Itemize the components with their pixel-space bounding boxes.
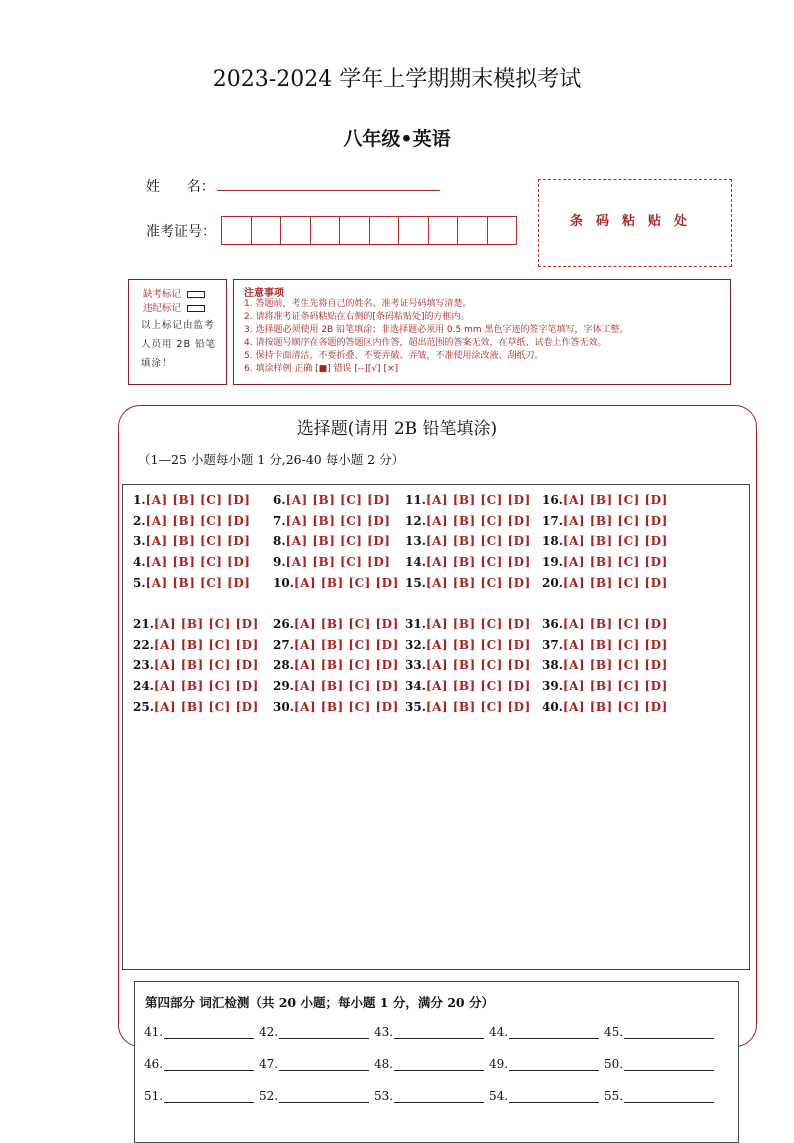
violation-mark-label: 违纪标记: [143, 303, 182, 314]
answer-options[interactable]: [A] [B] [C] [D]: [153, 617, 259, 631]
question-number: 32.: [405, 637, 426, 652]
vocab-number: 46.: [144, 1057, 164, 1071]
question-number: 11.: [405, 493, 426, 507]
mc-column: [273, 490, 399, 594]
mc-question-row[interactable]: [542, 697, 668, 718]
answer-options[interactable]: [A] [B] [C] [D]: [425, 575, 531, 590]
mc-question-row[interactable]: [133, 573, 250, 594]
mc-question-row[interactable]: [133, 490, 250, 511]
answer-options[interactable]: [A] [B] [C] [D]: [153, 658, 259, 673]
vocab-blank[interactable]: [164, 1026, 254, 1039]
answer-options[interactable]: [A] [B] [C] [D]: [425, 658, 531, 673]
violation-mark-rect[interactable]: [187, 305, 205, 312]
vocab-blank[interactable]: [509, 1058, 599, 1071]
mc-question-row[interactable]: [273, 676, 399, 697]
mc-question-row[interactable]: [133, 697, 259, 718]
absent-mark-box: [128, 279, 227, 385]
answer-options[interactable]: [A] [B] [C] [D]: [293, 679, 399, 694]
mc-question-row[interactable]: [405, 676, 531, 697]
question-number: 37.: [542, 637, 563, 652]
vocab-item[interactable]: [259, 1089, 374, 1103]
question-number: 4.: [133, 555, 146, 570]
mc-question-row[interactable]: [273, 511, 399, 532]
answer-options[interactable]: [A] [B] [C] [D]: [425, 534, 531, 549]
question-number: 28.: [273, 658, 294, 673]
vocab-item[interactable]: [259, 1057, 374, 1071]
answer-options[interactable]: [A] [B] [C] [D]: [293, 617, 399, 631]
mc-section-subtitle: （1—25 小题每小题 1 分,26-40 每小题 2 分）: [138, 452, 405, 467]
instructions-title: 注意事项: [244, 288, 284, 299]
id-digit-box[interactable]: [399, 217, 429, 244]
vocab-number: 53.: [374, 1089, 394, 1103]
vocab-number: 54.: [489, 1089, 509, 1103]
question-number: 16.: [542, 493, 563, 507]
answer-options[interactable]: [A] [B] [C] [D]: [293, 699, 399, 714]
mc-question-row[interactable]: [133, 531, 250, 552]
vocab-item[interactable]: [489, 1057, 604, 1071]
answer-options[interactable]: [A] [B] [C] [D]: [153, 679, 259, 694]
mc-column: [542, 490, 668, 594]
id-digit-box[interactable]: [458, 217, 488, 244]
vocab-row: [144, 1089, 719, 1103]
question-number: 2.: [133, 513, 146, 528]
vocab-blank[interactable]: [624, 1026, 714, 1039]
vocab-item[interactable]: [144, 1025, 259, 1039]
mc-question-row[interactable]: [133, 676, 259, 697]
mc-question-row[interactable]: [542, 655, 668, 676]
question-number: 33.: [405, 658, 426, 673]
instruction-item: 6. 填涂样例 正确 [■] 错误 [--][√] [×]: [244, 364, 399, 374]
mc-question-row[interactable]: [133, 655, 259, 676]
instruction-item: 1. 答题前，考生先将自己的姓名、准考证号码填写清楚。: [244, 299, 472, 309]
answer-options[interactable]: [A] [B] [C] [D]: [562, 617, 668, 631]
answer-options[interactable]: [A] [B] [C] [D]: [562, 658, 668, 673]
question-number: 38.: [542, 658, 563, 673]
question-number: 20.: [542, 575, 563, 590]
question-number: 3.: [133, 534, 146, 549]
violation-mark-row[interactable]: [143, 300, 205, 314]
question-number: 39.: [542, 679, 563, 694]
mc-question-row[interactable]: [405, 655, 531, 676]
mc-section-title: 选择题(请用 2B 铅笔填涂): [296, 419, 498, 439]
answer-options[interactable]: [A] [B] [C] [D]: [562, 534, 668, 549]
answer-options[interactable]: [A] [B] [C] [D]: [285, 513, 391, 528]
mc-question-row[interactable]: [405, 531, 531, 552]
mc-question-row[interactable]: [542, 531, 668, 552]
vocab-item[interactable]: [374, 1089, 489, 1103]
vocab-number: 43.: [374, 1025, 394, 1039]
question-number: 7.: [273, 513, 286, 528]
instructions-box: [233, 279, 731, 385]
mc-question-row[interactable]: [542, 614, 668, 635]
answer-options[interactable]: [A] [B] [C] [D]: [562, 575, 668, 590]
vocab-item[interactable]: [604, 1089, 719, 1103]
vocab-item[interactable]: [374, 1057, 489, 1071]
answer-options[interactable]: [A] [B] [C] [D]: [145, 575, 251, 590]
question-number: 14.: [405, 555, 426, 570]
mc-column: [133, 490, 250, 594]
id-digit-box[interactable]: [252, 217, 282, 244]
vocab-number: 48.: [374, 1057, 394, 1071]
id-digit-box[interactable]: [488, 217, 517, 244]
vocab-blank[interactable]: [624, 1058, 714, 1071]
answer-options[interactable]: [A] [B] [C] [D]: [145, 513, 251, 528]
question-number: 35.: [405, 699, 426, 714]
vocab-row: [144, 1057, 719, 1071]
mc-column: [405, 614, 531, 718]
question-number: 8.: [273, 534, 286, 549]
vocab-number: 51.: [144, 1089, 164, 1103]
vocab-number: 41.: [144, 1025, 164, 1039]
question-number: 30.: [273, 699, 294, 714]
vocab-blank[interactable]: [279, 1026, 369, 1039]
vocab-blank[interactable]: [394, 1026, 484, 1039]
vocab-row: [144, 1025, 719, 1039]
question-number: 31.: [405, 617, 426, 631]
answer-options[interactable]: [A] [B] [C] [D]: [145, 555, 251, 570]
absent-mark-row[interactable]: [143, 286, 205, 300]
mc-question-row[interactable]: [542, 635, 668, 656]
question-number: 24.: [133, 679, 154, 694]
vocab-number: 52.: [259, 1089, 279, 1103]
mc-question-row[interactable]: [273, 573, 399, 594]
mc-question-row[interactable]: [405, 573, 531, 594]
id-digit-box[interactable]: [429, 217, 459, 244]
vocab-blank[interactable]: [279, 1058, 369, 1071]
answer-options[interactable]: [A] [B] [C] [D]: [562, 493, 668, 507]
question-number: 10.: [273, 575, 294, 590]
answer-options[interactable]: [A] [B] [C] [D]: [562, 555, 668, 570]
mc-question-row[interactable]: [133, 552, 250, 573]
mc-question-row[interactable]: [405, 614, 531, 635]
mc-question-row[interactable]: [542, 490, 668, 511]
mc-question-row[interactable]: [405, 552, 531, 573]
answer-options[interactable]: [A] [B] [C] [D]: [425, 493, 531, 507]
vocab-item[interactable]: [604, 1025, 719, 1039]
question-number: 21.: [133, 617, 154, 631]
answer-options[interactable]: [A] [B] [C] [D]: [562, 699, 668, 714]
vocab-blank[interactable]: [279, 1090, 369, 1103]
answer-options[interactable]: [A] [B] [C] [D]: [562, 637, 668, 652]
instruction-item: 3. 选择题必须使用 2B 铅笔填涂；非选择题必须用 0.5 mm 黑色字迹的签字笔填写，字体工整。: [244, 325, 629, 335]
vocab-item[interactable]: [489, 1089, 604, 1103]
question-number: 9.: [273, 555, 286, 570]
vocab-blank[interactable]: [509, 1090, 599, 1103]
vocab-number: 49.: [489, 1057, 509, 1071]
absent-mark-label: 缺考标记: [143, 289, 182, 300]
barcode-label: 条码粘贴处: [569, 214, 700, 229]
mc-question-row[interactable]: [133, 614, 259, 635]
exam-title: 2023-2024 学年上学期期末模拟考试: [212, 67, 582, 92]
question-number: 5.: [133, 575, 146, 590]
id-number-boxes[interactable]: [221, 216, 517, 245]
mc-question-row[interactable]: [405, 490, 531, 511]
vocab-number: 50.: [604, 1057, 624, 1071]
instruction-item: 5. 保持卡面清洁，不要折叠、不要弄破、弄皱，不准使用涂改液、刮纸刀。: [244, 351, 544, 361]
question-number: 40.: [542, 699, 563, 714]
answer-options[interactable]: [A] [B] [C] [D]: [425, 617, 531, 631]
mc-question-row[interactable]: [273, 614, 399, 635]
name-label: 姓 名：: [146, 179, 215, 195]
question-number: 15.: [405, 575, 426, 590]
answer-options[interactable]: [A] [B] [C] [D]: [425, 679, 531, 694]
question-number: 19.: [542, 555, 563, 570]
vocab-item[interactable]: [144, 1089, 259, 1103]
answer-options[interactable]: [A] [B] [C] [D]: [293, 575, 399, 590]
answer-options[interactable]: [A] [B] [C] [D]: [153, 637, 259, 652]
vocab-item[interactable]: [604, 1057, 719, 1071]
answer-options[interactable]: [A] [B] [C] [D]: [425, 513, 531, 528]
question-number: 6.: [273, 493, 286, 507]
question-number: 26.: [273, 617, 294, 631]
vocab-blank[interactable]: [624, 1090, 714, 1103]
vocab-number: 44.: [489, 1025, 509, 1039]
id-label: 准考证号：: [146, 224, 216, 240]
mc-question-row[interactable]: [542, 511, 668, 532]
id-digit-box[interactable]: [222, 217, 252, 244]
absent-mark-rect[interactable]: [187, 291, 205, 298]
answer-options[interactable]: [A] [B] [C] [D]: [293, 658, 399, 673]
mc-column: [133, 614, 259, 718]
barcode-area: [538, 179, 732, 267]
id-digit-box[interactable]: [370, 217, 400, 244]
vocab-blank[interactable]: [164, 1058, 254, 1071]
answer-options[interactable]: [A] [B] [C] [D]: [425, 555, 531, 570]
mc-question-row[interactable]: [542, 573, 668, 594]
answer-options[interactable]: [A] [B] [C] [D]: [425, 699, 531, 714]
vocab-blank[interactable]: [164, 1090, 254, 1103]
mc-question-row[interactable]: [273, 531, 399, 552]
mc-question-row[interactable]: [405, 635, 531, 656]
mc-question-row[interactable]: [273, 655, 399, 676]
mc-question-row[interactable]: [133, 511, 250, 532]
mc-question-row[interactable]: [133, 635, 259, 656]
question-number: 18.: [542, 534, 563, 549]
vocab-number: 42.: [259, 1025, 279, 1039]
vocab-number: 45.: [604, 1025, 624, 1039]
question-number: 13.: [405, 534, 426, 549]
id-digit-box[interactable]: [311, 217, 341, 244]
vocab-item[interactable]: [489, 1025, 604, 1039]
vocab-blank[interactable]: [509, 1026, 599, 1039]
mc-column: [405, 490, 531, 594]
id-digit-box[interactable]: [281, 217, 311, 244]
mc-question-row[interactable]: [273, 635, 399, 656]
mc-question-row[interactable]: [273, 552, 399, 573]
instructions-list: [244, 298, 629, 376]
question-number: 22.: [133, 637, 154, 652]
question-number: 27.: [273, 637, 294, 652]
vocab-blank[interactable]: [394, 1090, 484, 1103]
answer-options[interactable]: [A] [B] [C] [D]: [145, 534, 251, 549]
mc-question-row[interactable]: [542, 676, 668, 697]
question-number: 17.: [542, 513, 563, 528]
answer-options[interactable]: [A] [B] [C] [D]: [562, 679, 668, 694]
question-number: 12.: [405, 513, 426, 528]
mc-question-row[interactable]: [273, 490, 399, 511]
proctor-note: 以上标记由监考人员用 2B 铅笔填涂！: [141, 320, 217, 369]
mc-column: [542, 614, 668, 718]
question-number: 25.: [133, 699, 154, 714]
vocab-item[interactable]: [374, 1025, 489, 1039]
question-number: 1.: [133, 493, 146, 507]
exam-subtitle: 八年级•英语: [343, 128, 451, 150]
vocab-section-title: 第四部分 词汇检测（共 20 小题；每小题 1 分，满分 20 分）: [145, 995, 494, 1010]
question-number: 34.: [405, 679, 426, 694]
id-digit-box[interactable]: [340, 217, 370, 244]
vocab-item[interactable]: [259, 1025, 374, 1039]
vocab-item[interactable]: [144, 1057, 259, 1071]
mc-question-row[interactable]: [542, 552, 668, 573]
answer-options[interactable]: [A] [B] [C] [D]: [425, 637, 531, 652]
mc-question-row[interactable]: [405, 511, 531, 532]
answer-options[interactable]: [A] [B] [C] [D]: [153, 699, 259, 714]
instruction-item: 2. 请将准考证条码粘贴在右侧的[条码粘贴处]的方框内。: [244, 312, 470, 322]
answer-options[interactable]: [A] [B] [C] [D]: [562, 513, 668, 528]
mc-question-row[interactable]: [273, 697, 399, 718]
vocab-number: 47.: [259, 1057, 279, 1071]
question-number: 23.: [133, 658, 154, 673]
answer-options[interactable]: [A] [B] [C] [D]: [285, 493, 391, 507]
answer-options[interactable]: [A] [B] [C] [D]: [285, 555, 391, 570]
mc-question-row[interactable]: [405, 697, 531, 718]
question-number: 29.: [273, 679, 294, 694]
name-field[interactable]: [217, 176, 440, 191]
vocab-number: 55.: [604, 1089, 624, 1103]
answer-options[interactable]: [A] [B] [C] [D]: [145, 493, 251, 507]
instruction-item: 4. 请按题号顺序在各题的答题区内作答，超出范围的答案无效，在草纸、试卷上作答无效。: [244, 338, 607, 348]
question-number: 36.: [542, 617, 563, 631]
vocab-blank[interactable]: [394, 1058, 484, 1071]
answer-options[interactable]: [A] [B] [C] [D]: [293, 637, 399, 652]
mc-column: [273, 614, 399, 718]
answer-options[interactable]: [A] [B] [C] [D]: [285, 534, 391, 549]
